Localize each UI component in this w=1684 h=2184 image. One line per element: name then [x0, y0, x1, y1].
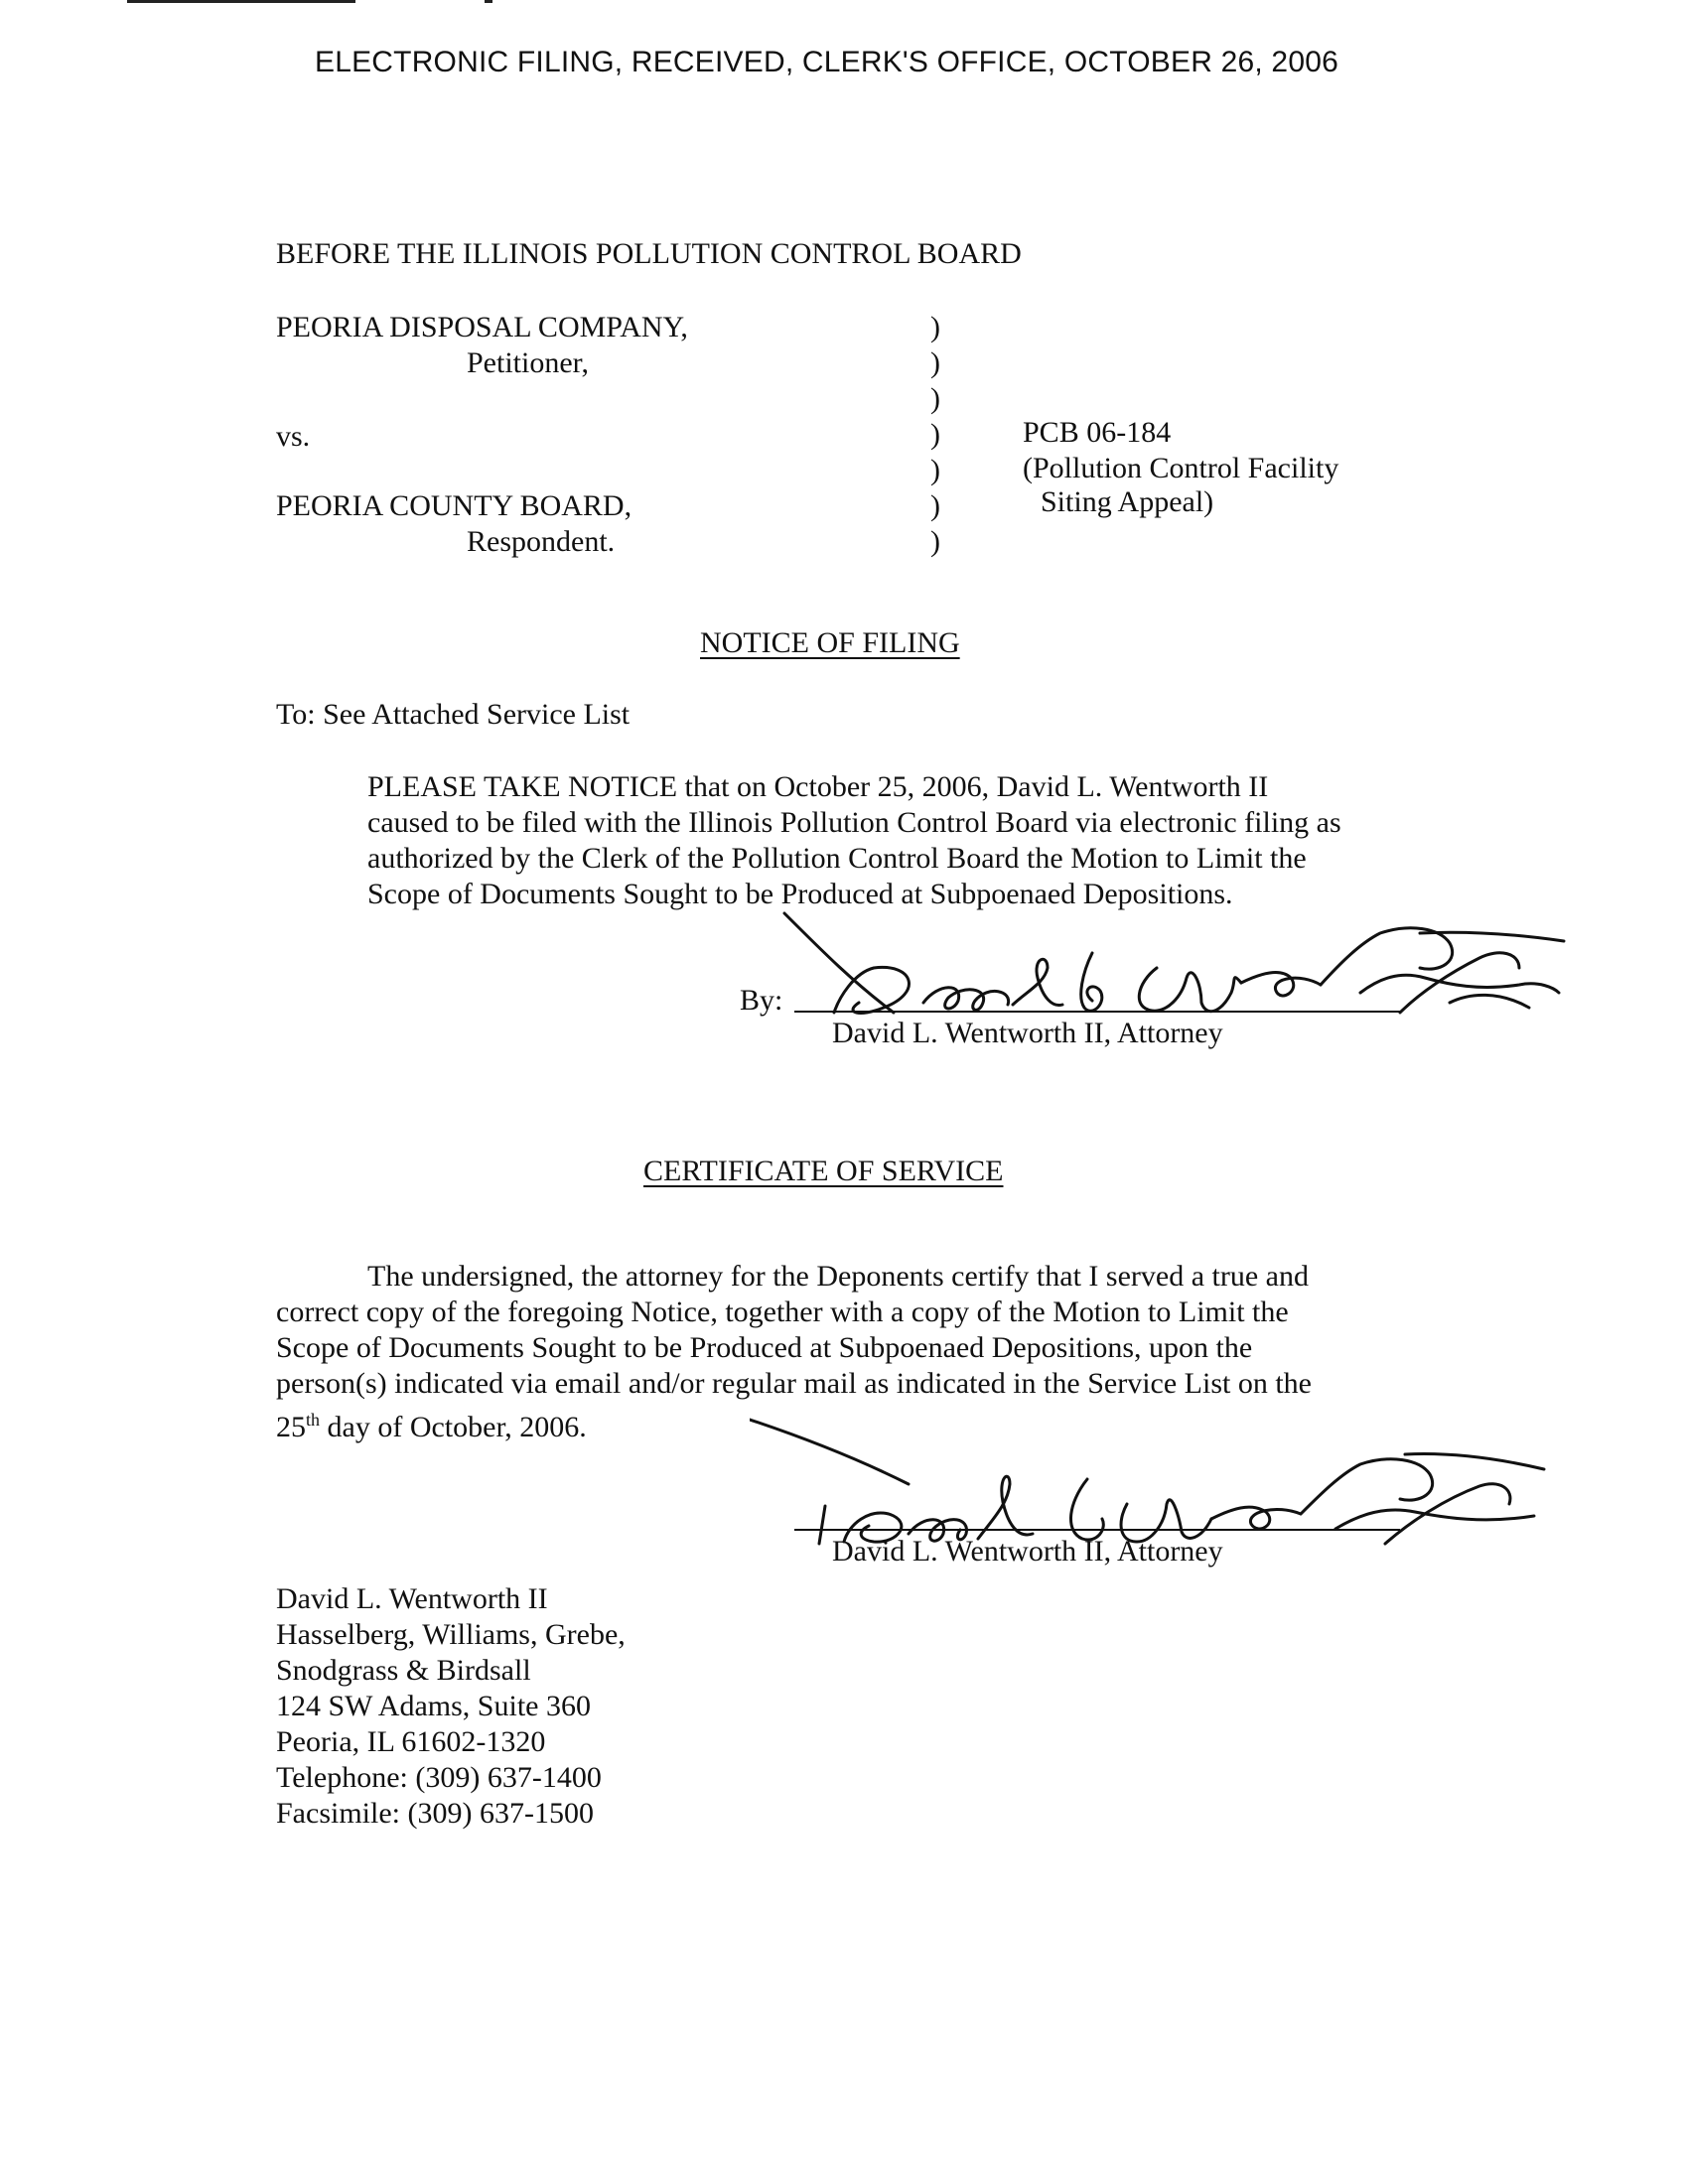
caption-paren: )	[930, 489, 940, 522]
attorney-line: 124 SW Adams, Suite 360	[276, 1690, 591, 1722]
caption-paren: )	[930, 454, 940, 486]
caption-paren: )	[930, 311, 940, 343]
certificate-body-line: person(s) indicated via email and/or regular mail as indicated in the Service List on the	[276, 1367, 1312, 1400]
respondent-role: Respondent.	[467, 525, 616, 558]
by-label: By:	[740, 984, 783, 1017]
caption-paren: )	[930, 418, 940, 451]
caption-paren: )	[930, 346, 940, 379]
petitioner-role: Petitioner,	[467, 346, 589, 379]
caption-paren: )	[930, 525, 940, 558]
notice-body-line: PLEASE TAKE NOTICE that on October 25, 2006, David L. Wentworth II	[367, 770, 1269, 803]
certificate-day-number: 25	[276, 1411, 306, 1443]
certificate-day-rest: day of October, 2006.	[327, 1411, 587, 1443]
case-type-line1: (Pollution Control Facility	[1023, 452, 1339, 484]
certificate-day-suffix: th	[306, 1410, 321, 1430]
case-number: PCB 06-184	[1023, 416, 1172, 449]
attorney-line: Telephone: (309) 637-1400	[276, 1761, 602, 1794]
caption-paren: )	[930, 382, 940, 415]
respondent-name: PEORIA COUNTY BOARD,	[276, 489, 632, 522]
certificate-title: CERTIFICATE OF SERVICE	[643, 1155, 1004, 1187]
certificate-body-line: correct copy of the foregoing Notice, together with a copy of the Motion to Limit the	[276, 1296, 1289, 1328]
notice-title: NOTICE OF FILING	[700, 626, 960, 659]
notice-body-line: Scope of Documents Sought to be Produced at Subpoenaed Depositions.	[367, 878, 1233, 910]
notice-body-line: authorized by the Clerk of the Pollution Control Board the Motion to Limit the	[367, 842, 1307, 875]
certificate-body-line: The undersigned, the attorney for the Deponents certify that I served a true and	[367, 1260, 1309, 1293]
scan-artifact-dot	[485, 0, 492, 3]
attorney-line: Facsimile: (309) 637-1500	[276, 1797, 594, 1830]
notice-to-line: To: See Attached Service List	[276, 698, 631, 731]
notice-body-line: caused to be filed with the Illinois Pollution Control Board via electronic filing as	[367, 806, 1341, 839]
court-heading: BEFORE THE ILLINOIS POLLUTION CONTROL BOARD	[276, 237, 1022, 270]
certificate-body-line: Scope of Documents Sought to be Produced at Subpoenaed Depositions, upon the	[276, 1331, 1253, 1364]
certificate-signer: David L. Wentworth II, Attorney	[832, 1535, 1223, 1568]
attorney-line: Hasselberg, Williams, Grebe,	[276, 1618, 626, 1651]
petitioner-name: PEORIA DISPOSAL COMPANY,	[276, 311, 688, 343]
attorney-line: Snodgrass & Birdsall	[276, 1654, 531, 1687]
case-type-line2: Siting Appeal)	[1041, 485, 1214, 518]
filing-stamp: ELECTRONIC FILING, RECEIVED, CLERK'S OFFICE, OCTOBER 26, 2006	[315, 46, 1338, 78]
scan-artifact-line	[127, 0, 355, 3]
notice-signer: David L. Wentworth II, Attorney	[832, 1017, 1223, 1049]
attorney-line: David L. Wentworth II	[276, 1582, 548, 1615]
versus: vs.	[276, 420, 311, 453]
attorney-line: Peoria, IL 61602-1320	[276, 1725, 546, 1758]
attorney-contact-block	[276, 1581, 626, 1832]
